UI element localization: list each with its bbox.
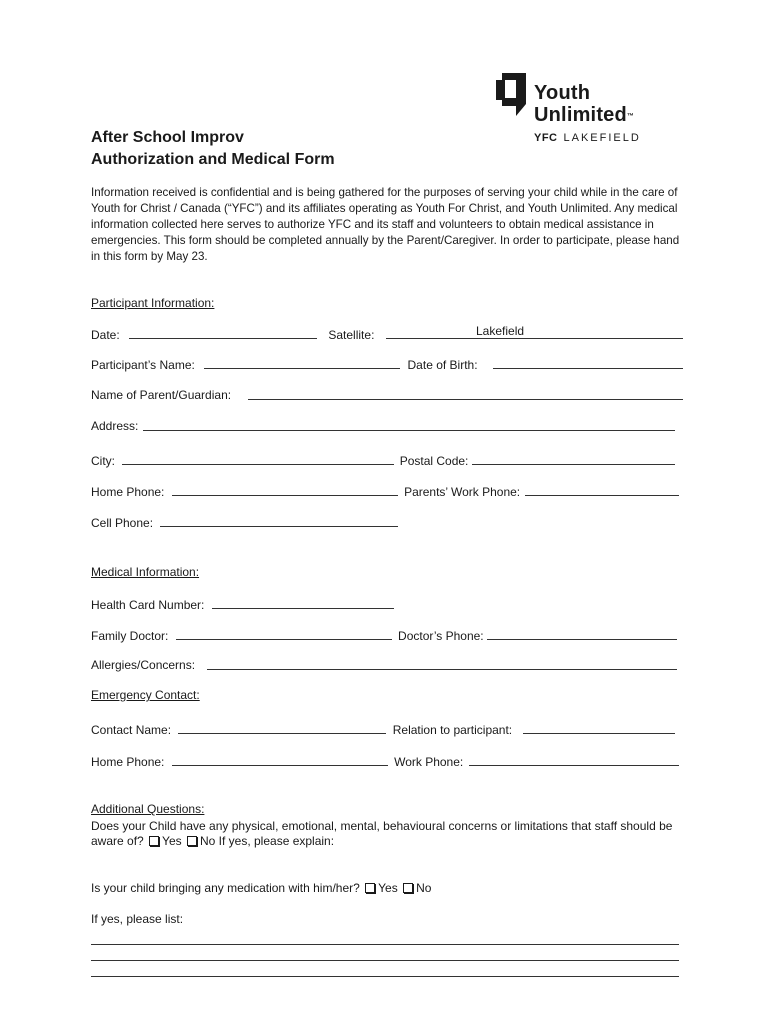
logo-word-unlimited-text: Unlimited (534, 104, 627, 126)
city-label: City: (91, 454, 115, 468)
dob-field[interactable] (493, 356, 683, 369)
concerns-question-text: Does your Child have any physical, emotional, mental, behavioural concerns or limitations that staff should be aware of? (91, 819, 673, 848)
parent-row (91, 387, 683, 403)
concerns-yes-checkbox[interactable] (149, 836, 159, 846)
emergency-heading: Emergency Contact: (91, 688, 200, 702)
home-work-phone-row (91, 483, 683, 500)
form-title-line1: After School Improv (91, 129, 244, 146)
doctor-row (91, 627, 683, 644)
postal-code-label: Postal Code: (399, 454, 469, 468)
emergency-work-phone-field[interactable] (469, 753, 679, 766)
address-row (91, 418, 683, 434)
medication-list-line-1[interactable] (91, 944, 679, 945)
additional-heading: Additional Questions: (91, 802, 205, 816)
concerns-question (91, 819, 686, 849)
medication-question (91, 881, 686, 896)
concerns-no-checkbox[interactable] (187, 836, 197, 846)
home-phone-field[interactable] (172, 483, 398, 496)
emergency-phones-row (91, 753, 683, 770)
allergies-label: Allergies/Concerns: (91, 658, 196, 672)
family-doctor-label: Family Doctor: (91, 629, 169, 643)
relation-field[interactable] (523, 721, 675, 734)
logo-word-unlimited (534, 105, 634, 125)
trademark-mark: ™ (626, 113, 635, 120)
satellite-field[interactable] (386, 326, 683, 339)
contact-name-field[interactable] (178, 721, 386, 734)
emergency-home-phone-field[interactable] (172, 753, 388, 766)
medication-no-label: No (416, 881, 432, 895)
postal-code-field[interactable] (472, 452, 675, 465)
cell-phone-label: Cell Phone: (91, 516, 154, 530)
satellite-label: Satellite: (328, 328, 375, 342)
youth-unlimited-logo (496, 70, 686, 150)
logo-sub-brand: YFC (534, 132, 558, 144)
medication-yes-checkbox[interactable] (365, 883, 375, 893)
participant-name-label: Participant’s Name: (91, 358, 195, 372)
address-label: Address: (91, 419, 139, 433)
medical-heading: Medical Information: (91, 565, 200, 579)
logo-subtitle (534, 132, 641, 144)
form-title-line2: Authorization and Medical Form (91, 151, 335, 168)
concerns-yes-label: Yes (162, 834, 182, 848)
medication-list-line-2[interactable] (91, 960, 679, 961)
medication-yes-label: Yes (378, 881, 398, 895)
date-label: Date: (91, 328, 120, 342)
logo-flag-icon (496, 70, 530, 118)
concerns-explain-label: If yes, please explain: (218, 834, 335, 848)
city-field[interactable] (122, 452, 394, 465)
intro-paragraph: Information received is confidential and is being gathered for the purposes of serving your child while in the care of Youth for Christ / Canada (“YFC”) and its affiliates operating as Youth For Christ, and Youth Unlimited. Any medical information collected here serves to authorize YFC and its staff and volunteers to obtain medical assistance in emergencies. This form should be completed annually by the Parent/Caregiver. In order to participate, please hand in this form by May 23. (91, 186, 680, 263)
date-satellite-row (91, 326, 683, 343)
health-card-label: Health Card Number: (91, 598, 205, 612)
concerns-no-label: No (199, 834, 216, 848)
city-postal-row (91, 452, 683, 469)
doctors-phone-field[interactable] (487, 627, 677, 640)
medication-no-checkbox[interactable] (403, 883, 413, 893)
form-title (91, 127, 335, 171)
participant-name-field[interactable] (204, 356, 400, 369)
date-field[interactable] (129, 326, 317, 339)
dob-label: Date of Birth: (407, 358, 478, 372)
logo-word-youth: Youth (534, 82, 591, 104)
doctors-phone-label: Doctor’s Phone: (398, 629, 484, 643)
health-card-row (91, 596, 683, 613)
satellite-value: Lakefield (476, 326, 525, 338)
contact-relation-row (91, 721, 683, 738)
family-doctor-field[interactable] (176, 627, 392, 640)
emergency-work-phone-label: Work Phone: (394, 755, 464, 769)
health-card-field[interactable] (212, 596, 394, 609)
address-field[interactable] (143, 418, 675, 431)
parents-work-phone-field[interactable] (525, 483, 679, 496)
medication-question-text: Is your child bringing any medication with him/her? (91, 881, 360, 895)
parent-label: Name of Parent/Guardian: (91, 388, 232, 402)
cell-phone-row (91, 514, 683, 531)
allergies-row (91, 657, 683, 673)
contact-name-label: Contact Name: (91, 723, 172, 737)
name-dob-row (91, 356, 683, 373)
logo-sub-place: LAKEFIELD (563, 132, 641, 144)
emergency-home-phone-label: Home Phone: (91, 755, 165, 769)
relation-label: Relation to participant: (392, 723, 513, 737)
parents-work-phone-label: Parents’ Work Phone: (404, 485, 521, 499)
allergies-field[interactable] (207, 657, 677, 670)
medication-list-label: If yes, please list: (91, 912, 184, 926)
participant-heading: Participant Information: (91, 296, 215, 310)
cell-phone-field[interactable] (160, 514, 398, 527)
medication-list-line-3[interactable] (91, 976, 679, 977)
parent-field[interactable] (248, 387, 683, 400)
home-phone-label: Home Phone: (91, 485, 165, 499)
